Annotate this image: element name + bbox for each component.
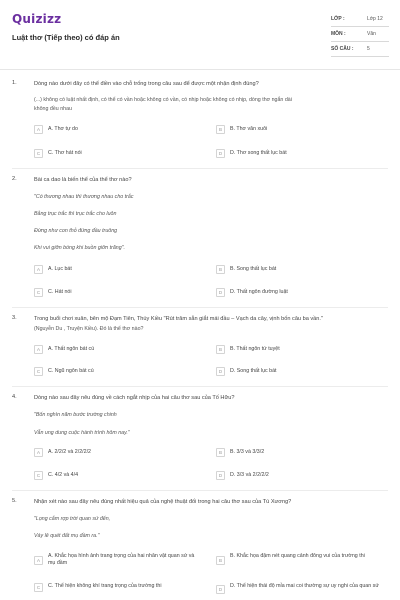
option-letter-box: D (216, 585, 225, 594)
option-text: C. Thể hiện không khí trang trọng của trường thi (48, 583, 162, 589)
option-letter-box: B (216, 345, 225, 354)
option-letter-box: B (216, 125, 225, 134)
question-divider (12, 168, 388, 169)
option-letter-box: A (34, 125, 43, 134)
option-text: D. Song thất lục bát (230, 368, 277, 374)
meta-label: MÔN : (331, 31, 346, 37)
option-letter-box: C (34, 583, 43, 592)
question-number: 5. (12, 498, 17, 504)
question-number: 4. (12, 394, 17, 400)
meta-value: Lớp 12 (367, 16, 383, 22)
question-divider (12, 307, 388, 308)
option-text: D. Thể hiện thái độ mỉa mai coi thường sự uy nghi của quan sứ (230, 583, 379, 589)
option-letter-box: D (216, 471, 225, 480)
meta-label: LỚP : (331, 16, 345, 22)
page-title: Luật thơ (Tiếp theo) có đáp án (12, 33, 120, 42)
option-letter-box: A (34, 345, 43, 354)
option-text: A. Thơ tự do (48, 126, 78, 132)
question-text: Trong buổi chơi xuân, bên mộ Đạm Tiên, Thúy Kiều "Rút trâm sẵn giắt mái đầu – Vạch da cây, vịnh bốn câu ba vần." (34, 316, 323, 322)
option-text: C. Thơ hát nói (48, 150, 82, 156)
quizizz-logo: Quizizz (12, 12, 62, 26)
option-text: A. 2/2/2 và 2/2/2/2 (48, 449, 91, 455)
option-letter-box: C (34, 149, 43, 158)
meta-table (331, 12, 389, 57)
poem-line: "Có thương nhau thì thương nhau cho trắc (34, 194, 134, 200)
option-letter-box: B (216, 448, 225, 457)
option-letter-box: A (34, 265, 43, 274)
poem-line: "Lọng cắm rợp trời quan sứ đến, (34, 516, 111, 522)
question-number: 2. (12, 176, 17, 182)
question-text-continued: (Nguyễn Du , Truyện Kiều). Đó là thể thơ nào? (34, 326, 144, 332)
option-text: A. Khắc họa hình ảnh trang trọng của hai nhân vật quan sứ và mụ đầm (48, 553, 195, 566)
option-text: C. 4/2 và 4/4 (48, 472, 79, 478)
option-text: B. Song thất lục bát (230, 266, 277, 272)
question-divider (12, 386, 388, 387)
question-text: Nhận xét nào sau đây nêu đúng nhất hiệu quả của nghệ thuật đối trong hai câu thơ sau của Tú Xương? (34, 499, 292, 505)
question-divider (12, 490, 388, 491)
option-text: C. Hát nói (48, 289, 72, 295)
question-text: Dòng nào sau đây nêu đúng về cách ngắt nhịp của hai câu thơ sau của Tố Hữu? (34, 395, 235, 401)
meta-row-subject (331, 27, 389, 42)
option-letter-box: C (34, 288, 43, 297)
meta-row-count (331, 42, 389, 57)
question-passage-line: (...) không có luật nhất định, có thể có vần hoặc không có vần, có nhịp hoặc không có nhịp, dòng thơ ngắn dài (34, 97, 292, 103)
option-text: A. Lục bát (48, 266, 72, 272)
option-text: B. 3/3 và 3/3/2 (230, 449, 265, 455)
poem-line: Váy lê quét đất mụ đầm ra." (34, 533, 100, 539)
option-letter-box: D (216, 149, 225, 158)
meta-label: SỐ CÂU : (331, 46, 354, 52)
poem-line: "Bốn nghìn năm bước trường chinh (34, 412, 117, 418)
option-text: B. Khắc họa đậm nét quang cảnh đông vui của trường thi (230, 553, 365, 559)
option-text: C. Ngũ ngôn bát cú (48, 368, 94, 374)
poem-line: Đừng như con thỏ đứng đầu truông (34, 228, 118, 234)
option-text: A. Thất ngôn bát cú (48, 346, 95, 352)
meta-value: 5 (367, 46, 370, 52)
option-text: D. Thơ song thất lục bát (230, 150, 287, 156)
meta-row-class (331, 12, 389, 27)
question-passage-line: không đều nhau (34, 106, 72, 112)
worksheet-header (0, 0, 400, 70)
option-letter-box: C (34, 471, 43, 480)
option-text: B. Thất ngôn tứ tuyệt (230, 346, 280, 352)
option-letter-box: D (216, 367, 225, 376)
poem-line: Bằng trục trắc thì trục trắc cho luôn (34, 211, 117, 217)
option-letter-box: A (34, 556, 43, 565)
question-number: 3. (12, 315, 17, 321)
option-text: D. 3/3 và 2/2/2/2 (230, 472, 269, 478)
option-letter-box: C (34, 367, 43, 376)
question-text: Bài ca dao là biến thể của thể thơ nào? (34, 177, 132, 183)
option-text: D. Thất ngôn đường luật (230, 289, 288, 295)
question-text: Dòng nào dưới đây có thể điền vào chỗ trống trong câu sau để được một nhận định đúng? (34, 81, 259, 87)
option-letter-box: B (216, 265, 225, 274)
option-letter-box: B (216, 556, 225, 565)
option-text: B. Thơ văn xuôi (230, 126, 268, 132)
meta-value: Văn (367, 31, 376, 37)
option-letter-box: D (216, 288, 225, 297)
question-number: 1. (12, 80, 17, 86)
poem-line: Khi vui giỡn bóng khi buồn giỡn trăng". (34, 245, 126, 251)
option-letter-box: A (34, 448, 43, 457)
poem-line: Vẫn ung dung cuộc hành trình hôm nay." (34, 430, 130, 436)
